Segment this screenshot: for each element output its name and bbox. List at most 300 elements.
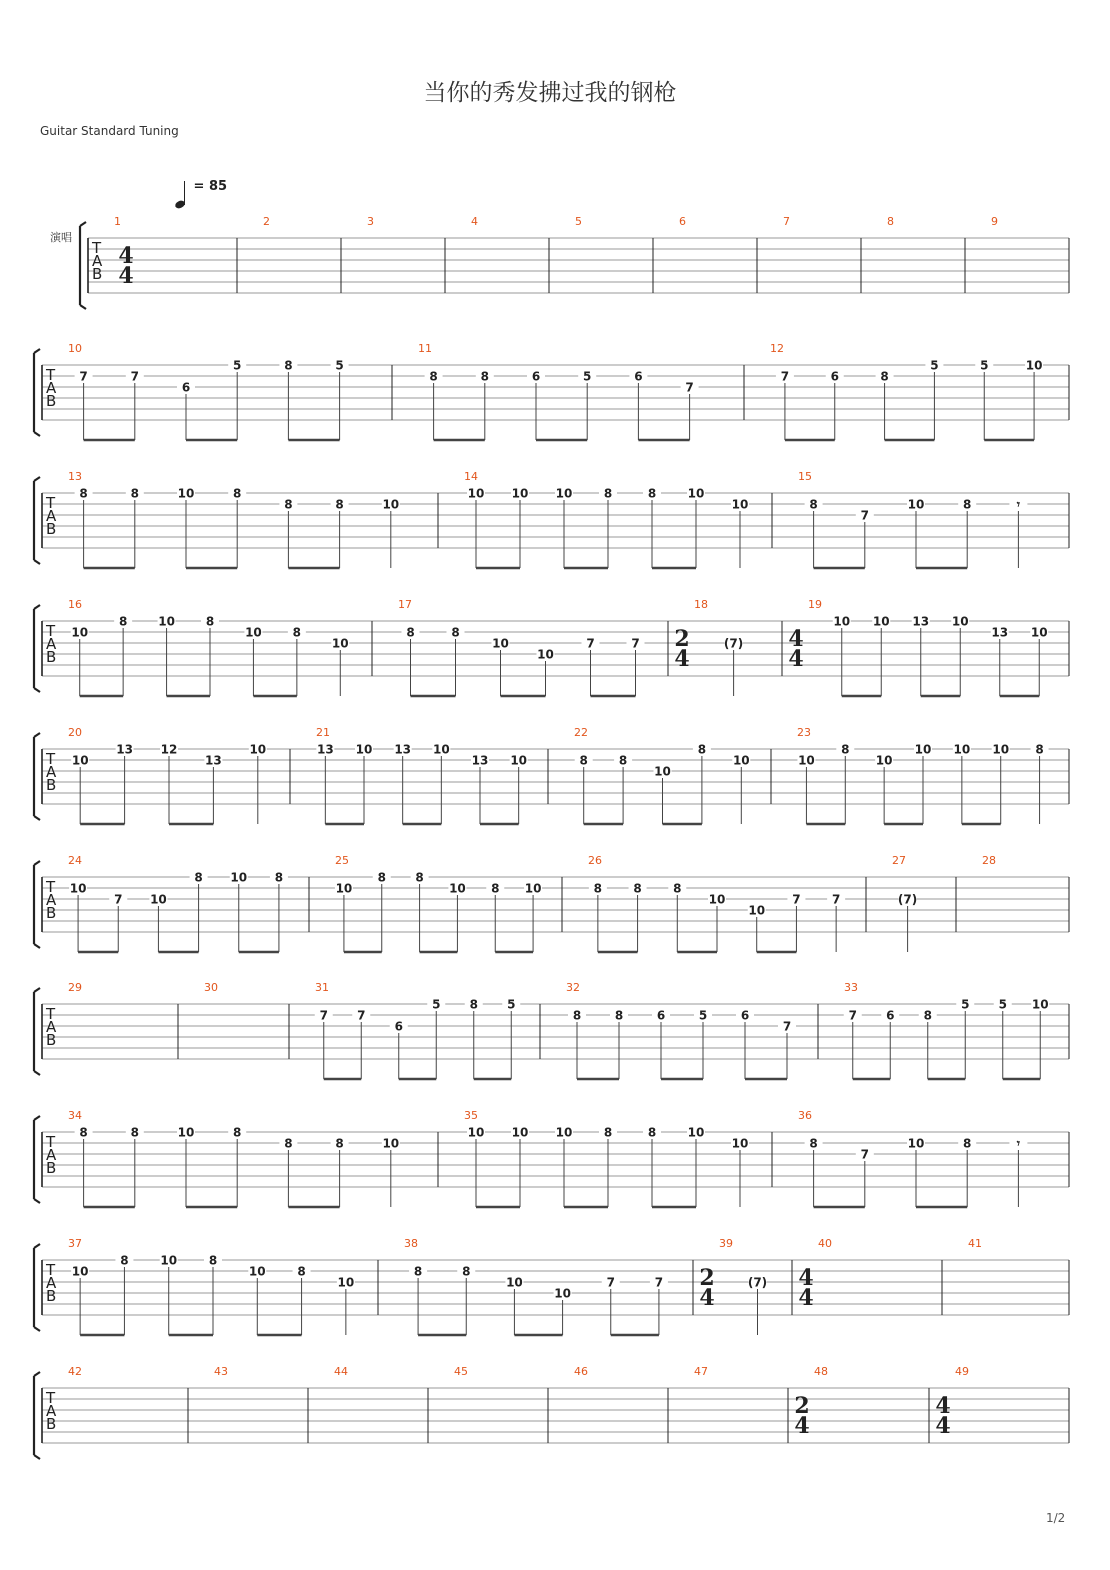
fret-number: 10	[654, 764, 671, 779]
fret-number: 8	[284, 1136, 293, 1151]
fret-number: 8	[233, 1125, 242, 1140]
measure[interactable]	[315, 981, 521, 1079]
measure[interactable]	[471, 215, 478, 228]
fret-number: 8	[194, 870, 203, 885]
fret-number: 8	[335, 1136, 344, 1151]
fret-number: 5	[961, 997, 970, 1012]
tempo-value: = 85	[193, 179, 228, 194]
fret-number: 13	[316, 742, 334, 757]
measure[interactable]	[334, 1365, 348, 1378]
measure-number: 12	[770, 342, 784, 355]
measure-number: 28	[982, 854, 996, 867]
system-bracket	[34, 1244, 40, 1331]
fret-number: 8	[120, 1253, 129, 1268]
staff-system	[34, 726, 1069, 824]
tab-clef-letter: T	[46, 1389, 56, 1407]
fret-number: 8	[79, 1125, 88, 1140]
measure-number: 7	[783, 215, 790, 228]
system-bracket	[34, 1372, 40, 1459]
measure[interactable]	[574, 726, 750, 824]
measure-number: 33	[844, 981, 858, 994]
fret-number: 8	[491, 881, 500, 896]
measure-number: 35	[464, 1109, 478, 1122]
time-signature-bottom: 4	[798, 1285, 814, 1311]
fret-number: 7	[654, 1275, 664, 1290]
fret-number: 10	[382, 1136, 400, 1151]
fret-number: 8	[292, 625, 302, 640]
fret-number: 8	[633, 881, 642, 896]
time-signature-top: 4	[118, 243, 134, 269]
tab-clef-letter: A	[46, 1146, 57, 1164]
staff-system	[34, 981, 1069, 1079]
measure[interactable]	[694, 1365, 708, 1378]
tab-clef-letter: A	[92, 252, 103, 270]
measure-number: 44	[334, 1365, 348, 1378]
tab-clef-letter: A	[46, 1274, 57, 1292]
measure[interactable]	[788, 598, 1048, 696]
measure[interactable]	[770, 342, 1043, 440]
tab-clef-letter: A	[46, 1018, 57, 1036]
measure[interactable]	[68, 598, 349, 696]
fret-number: 13	[471, 753, 489, 768]
measure[interactable]	[114, 215, 134, 289]
fret-number: 10	[798, 753, 815, 768]
fret-number: 8	[480, 369, 489, 384]
measure[interactable]	[783, 215, 790, 228]
measure-number: 8	[887, 215, 894, 228]
fret-number: 8	[673, 881, 682, 896]
fret-number: 10	[177, 1125, 195, 1140]
fret-number: 8	[614, 1008, 624, 1023]
staff-system	[34, 342, 1069, 440]
measure[interactable]	[674, 598, 743, 696]
fret-number: 10	[69, 881, 87, 896]
fret-number: 10	[492, 636, 509, 651]
fret-number: 8	[923, 1008, 932, 1023]
fret-number: 𝄾	[1016, 1136, 1021, 1151]
measure[interactable]	[316, 726, 528, 824]
fret-number: 8	[963, 1136, 972, 1151]
fret-number: 10	[1030, 625, 1048, 640]
measure-number: 27	[892, 854, 906, 867]
staff-system	[34, 598, 1069, 696]
fret-number: 13	[394, 742, 412, 757]
measure-number: 14	[464, 470, 478, 483]
time-signature-top: 4	[798, 1265, 814, 1291]
fret-number: 8	[469, 997, 478, 1012]
fret-number: 8	[205, 614, 215, 629]
fret-number: 10	[449, 881, 466, 896]
fret-number: 10	[1025, 358, 1043, 373]
measure[interactable]	[263, 215, 270, 228]
measure-number: 38	[404, 1237, 418, 1250]
fret-number: 7	[848, 1008, 857, 1023]
fret-number: 10	[177, 486, 195, 501]
fret-number: 8	[809, 497, 818, 512]
fret-number: 10	[506, 1275, 523, 1290]
measure-number: 2	[263, 215, 270, 228]
tab-clef-letter: B	[46, 776, 57, 794]
fret-number: 6	[394, 1019, 403, 1034]
fret-number: 10	[537, 647, 554, 662]
measure[interactable]	[398, 598, 645, 696]
fret-number: 10	[875, 753, 893, 768]
measure[interactable]	[798, 1109, 1027, 1207]
fret-number: 10	[554, 1286, 571, 1301]
tab-clef-letter: T	[46, 1261, 56, 1279]
fret-number: 10	[249, 742, 267, 757]
tab-clef-letter: A	[46, 891, 57, 909]
fret-number: 7	[606, 1275, 615, 1290]
fret-number: 6	[656, 1008, 666, 1023]
fret-number: 10	[555, 486, 573, 501]
measure-number: 23	[797, 726, 811, 739]
fret-number: 8	[880, 369, 889, 384]
fret-number: 10	[732, 753, 750, 768]
time-signature-top: 2	[794, 1393, 810, 1419]
fret-number: 5	[998, 997, 1007, 1012]
measure[interactable]	[418, 342, 699, 440]
fret-number: 8	[284, 358, 293, 373]
fret-number: 10	[687, 1125, 705, 1140]
fret-number: 8	[809, 1136, 818, 1151]
system-bracket	[34, 733, 40, 820]
fret-number: 10	[230, 870, 248, 885]
fret-number: 7	[586, 636, 595, 651]
fret-number: 5	[507, 997, 516, 1012]
fret-number: 𝄾	[1016, 497, 1021, 512]
measure-number: 1	[114, 215, 121, 228]
fret-number: 7	[130, 369, 139, 384]
fret-number: 10	[748, 903, 766, 918]
fret-number: 6	[830, 369, 839, 384]
staff-system	[34, 1365, 1069, 1459]
fret-number: 8	[208, 1253, 218, 1268]
fret-number: 5	[583, 369, 592, 384]
measure-number: 36	[798, 1109, 812, 1122]
system-bracket	[34, 349, 40, 436]
fret-number: 10	[71, 753, 89, 768]
fret-number: 8	[284, 497, 293, 512]
measure-number: 30	[204, 981, 218, 994]
fret-number: 8	[79, 486, 88, 501]
time-signature-bottom: 4	[118, 263, 134, 289]
fret-number: 7	[792, 892, 801, 907]
fret-number: 8	[429, 369, 438, 384]
fret-number: 10	[335, 881, 353, 896]
time-signature-top: 4	[935, 1393, 951, 1419]
measure-number: 15	[798, 470, 812, 483]
time-signature-top: 2	[674, 626, 690, 652]
measure[interactable]	[464, 470, 749, 568]
measure-number: 18	[694, 598, 708, 611]
fret-number: 10	[731, 497, 749, 512]
measure-number: 19	[808, 598, 822, 611]
measure-number: 11	[418, 342, 432, 355]
staff-system	[34, 854, 1069, 952]
fret-number: 8	[415, 870, 424, 885]
fret-number: 8	[841, 742, 850, 757]
fret-number: 8	[406, 625, 415, 640]
system-bracket	[34, 861, 40, 948]
fret-number: 6	[886, 1008, 895, 1023]
measure-number: 39	[719, 1237, 733, 1250]
measure-number: 40	[818, 1237, 832, 1250]
fret-number: 13	[205, 753, 222, 768]
fret-number: 6	[740, 1008, 750, 1023]
fret-number: 10	[337, 1275, 355, 1290]
fret-number: 10	[907, 497, 925, 512]
measure[interactable]	[575, 215, 582, 228]
fret-number: 8	[647, 1125, 657, 1140]
tab-clef-letter: B	[46, 520, 57, 538]
fret-number: 5	[335, 358, 344, 373]
measure[interactable]	[68, 1109, 400, 1207]
measure[interactable]	[566, 981, 796, 1079]
staff-system	[34, 1237, 1069, 1335]
measure[interactable]	[204, 981, 218, 994]
fret-number: 10	[951, 614, 969, 629]
time-signature-top: 2	[699, 1265, 715, 1291]
fret-number: 8	[413, 1264, 423, 1279]
fret-number: 8	[451, 625, 460, 640]
fret-number: 10	[524, 881, 542, 896]
fret-number: 13	[116, 742, 133, 757]
measure-number: 5	[575, 215, 582, 228]
fret-number: 8	[697, 742, 707, 757]
system-bracket	[34, 605, 40, 692]
fret-number: 8	[118, 614, 128, 629]
measure[interactable]	[887, 215, 894, 228]
track-name: 演唱	[50, 231, 72, 244]
fret-number: 8	[618, 753, 628, 768]
tab-clef-letter: A	[46, 507, 57, 525]
fret-number: 7	[860, 1147, 869, 1162]
measure[interactable]	[68, 981, 82, 994]
tab-clef-letter: T	[46, 494, 56, 512]
time-signature-bottom: 4	[788, 646, 804, 672]
measure-number: 47	[694, 1365, 708, 1378]
tab-clef-letter: B	[46, 1159, 57, 1177]
fret-number: 5	[698, 1008, 708, 1023]
measure-number: 49	[955, 1365, 969, 1378]
tab-clef-letter: B	[92, 265, 103, 283]
fret-number: 6	[634, 369, 643, 384]
measure-number: 46	[574, 1365, 588, 1378]
tab-clef-letter: A	[46, 763, 57, 781]
tab-clef-letter: T	[46, 1133, 56, 1151]
system-bracket	[34, 477, 40, 564]
tab-clef-letter: T	[46, 622, 56, 640]
measure-number: 16	[68, 598, 82, 611]
fret-number: 10	[731, 1136, 749, 1151]
fret-number: (7)	[747, 1275, 768, 1290]
fret-number: 10	[687, 486, 705, 501]
system-bracket	[80, 222, 86, 309]
measure-number: 24	[68, 854, 82, 867]
tab-clef-letter: A	[46, 635, 57, 653]
measure[interactable]	[214, 1365, 228, 1378]
fret-number: 10	[953, 742, 971, 757]
measure[interactable]	[367, 215, 374, 228]
time-signature-bottom: 4	[935, 1413, 951, 1439]
fret-number: 8	[462, 1264, 471, 1279]
measure[interactable]	[935, 1365, 969, 1439]
measure-number: 4	[471, 215, 478, 228]
fret-number: 10	[71, 1264, 89, 1279]
measure[interactable]	[454, 1365, 468, 1378]
fret-number: 10	[708, 892, 726, 907]
fret-number: 5	[233, 358, 242, 373]
fret-number: 10	[160, 1253, 178, 1268]
measure[interactable]	[679, 215, 686, 228]
fret-number: 8	[1035, 742, 1044, 757]
measure[interactable]	[588, 854, 845, 952]
measure-number: 45	[454, 1365, 468, 1378]
measure-number: 29	[68, 981, 82, 994]
fret-number: 10	[71, 625, 89, 640]
fret-number: 10	[511, 1125, 529, 1140]
measure[interactable]	[68, 1365, 82, 1378]
tab-clef-letter: T	[46, 1005, 56, 1023]
fret-number: 8	[963, 497, 972, 512]
fret-number: 7	[319, 1008, 328, 1023]
measure[interactable]	[798, 1237, 832, 1311]
fret-number: 5	[980, 358, 989, 373]
measure[interactable]	[404, 1237, 668, 1335]
measure[interactable]	[968, 1237, 982, 1250]
fret-number: 13	[912, 614, 930, 629]
measure-number: 42	[68, 1365, 82, 1378]
measure[interactable]	[574, 1365, 588, 1378]
tab-clef-letter: T	[46, 878, 56, 896]
time-signature-top: 4	[788, 626, 804, 652]
fret-number: 8	[297, 1264, 306, 1279]
fret-number: 8	[233, 486, 242, 501]
fret-number: 10	[382, 497, 400, 512]
time-signature-bottom: 4	[794, 1413, 810, 1439]
measure-number: 41	[968, 1237, 982, 1250]
system-bracket	[34, 988, 40, 1075]
fret-number: 8	[593, 881, 603, 896]
measure-number: 31	[315, 981, 329, 994]
fret-number: 10	[248, 1264, 266, 1279]
fret-number: 7	[780, 369, 790, 384]
measure[interactable]	[699, 1237, 767, 1335]
fret-number: 10	[432, 742, 450, 757]
fret-number: (7)	[897, 892, 918, 907]
fret-number: 10	[245, 625, 262, 640]
measure[interactable]	[844, 981, 1050, 1079]
fret-number: 6	[531, 369, 541, 384]
measure-number: 10	[68, 342, 82, 355]
tuning-label: Guitar Standard Tuning	[40, 124, 179, 138]
measure[interactable]	[68, 1237, 355, 1335]
fret-number: 10	[158, 614, 175, 629]
measure[interactable]	[68, 726, 267, 824]
fret-number: 10	[555, 1125, 573, 1140]
tab-clef-letter: B	[46, 392, 57, 410]
tab-clef-letter: T	[92, 239, 102, 257]
measure[interactable]	[798, 470, 1027, 568]
measure[interactable]	[464, 1109, 749, 1207]
fret-number: 10	[150, 892, 167, 907]
measure-number: 34	[68, 1109, 82, 1122]
staff-system	[80, 215, 1069, 309]
measure[interactable]	[982, 854, 996, 867]
fret-number: 10	[1031, 997, 1049, 1012]
tab-clef-letter: B	[46, 648, 57, 666]
fret-number: 8	[647, 486, 657, 501]
measure-number: 25	[335, 854, 349, 867]
staff-system	[34, 470, 1069, 568]
tab-clef-letter: B	[46, 1415, 57, 1433]
fret-number: 8	[377, 870, 386, 885]
fret-number: 7	[685, 380, 694, 395]
measure[interactable]	[797, 726, 1049, 824]
tab-clef-letter: B	[46, 1287, 57, 1305]
time-signature-bottom: 4	[699, 1285, 715, 1311]
measure-number: 32	[566, 981, 580, 994]
measure-number: 26	[588, 854, 602, 867]
measure-number: 43	[214, 1365, 228, 1378]
measure-number: 37	[68, 1237, 82, 1250]
measure-number: 3	[367, 215, 374, 228]
measure[interactable]	[794, 1365, 828, 1439]
measure-number: 9	[991, 215, 998, 228]
fret-number: 7	[831, 892, 841, 907]
score-title: 当你的秀发拂过我的钢枪	[423, 80, 677, 106]
fret-number: 8	[335, 497, 344, 512]
tab-clef-letter: A	[46, 1402, 57, 1420]
fret-number: 8	[130, 486, 139, 501]
fret-number: 8	[603, 486, 613, 501]
tab-clef-letter: A	[46, 379, 57, 397]
measure[interactable]	[68, 854, 288, 952]
fret-number: 7	[631, 636, 640, 651]
fret-number: 10	[907, 1136, 925, 1151]
tab-clef-letter: T	[46, 366, 56, 384]
fret-number: 8	[579, 753, 588, 768]
measure[interactable]	[991, 215, 998, 228]
fret-number: 8	[572, 1008, 582, 1023]
fret-number: 7	[782, 1019, 792, 1034]
fret-number: 10	[872, 614, 890, 629]
measure-number: 13	[68, 470, 82, 483]
measure[interactable]	[892, 854, 917, 952]
fret-number: 10	[331, 636, 349, 651]
fret-number: 10	[467, 486, 485, 501]
measure[interactable]	[68, 342, 349, 440]
measure-number: 6	[679, 215, 686, 228]
measure[interactable]	[68, 470, 400, 568]
measure-number: 17	[398, 598, 412, 611]
time-signature-bottom: 4	[674, 646, 690, 672]
fret-number: 5	[432, 997, 441, 1012]
fret-number: 10	[355, 742, 373, 757]
fret-number: 8	[130, 1125, 139, 1140]
measure-number: 22	[574, 726, 588, 739]
measure-number: 48	[814, 1365, 828, 1378]
staff-system	[34, 1109, 1069, 1207]
fret-number: 6	[181, 380, 191, 395]
fret-number: 10	[510, 753, 528, 768]
tab-clef-letter: T	[46, 750, 56, 768]
fret-number: 8	[603, 1125, 613, 1140]
tab-clef-letter: B	[46, 1031, 57, 1049]
fret-number: 12	[160, 742, 178, 757]
measure[interactable]	[335, 854, 542, 952]
